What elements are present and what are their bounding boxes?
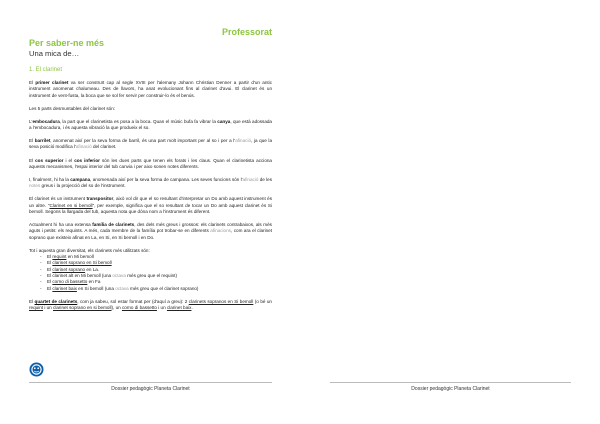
paragraph-familia: Actualment hi ha una extensa família de clarinets, des dels més greus i grossos: els clarinets contrabaixos, als més aguts i petits: els requints. A més, cada membre de la família pot trobar-se en diferents afinacions, com ara el clarinet soprano que existeix afinat en La, en Si, en Si bemoll i en Do. (29, 222, 272, 240)
right-page (300, 0, 600, 424)
header-section-label: Professorat (221, 27, 272, 37)
list-item: - El clarinet alt en Mi bemoll (una octava més greu que el requint) (47, 273, 272, 279)
list-item: - El requint en Mi bemoll (47, 254, 272, 260)
planeta-clarinet-logo-icon (29, 362, 44, 377)
list-item: - El clarinet baix en Si bemoll (una octava més greu que el clarinet soprano) (47, 286, 272, 292)
list-item: - El clarinet soprano en La. (47, 267, 272, 273)
paragraph-cos: El cos superior i el cos inferior són les dues parts que tenen els forats i les claus. Quan el clarinetista acciona aquests mecanismes, l'espai interior del tub canvia i per aixo sonen notes diferents. (29, 157, 272, 169)
page-title: Per saber-ne més (29, 38, 105, 48)
paragraph-transpositor: El clarinet és un instrument transpositor, això vol dir que el so resultant d'interpretar un Do amb aquest instrument és un altre. "Clarinet en si bemoll", per exemple, significa que el so resultant de tocar un Do amb aquest clarinet és Si bemoll. Segons la llargada del tub, aquesta nota que dóna nom a l'instrument és diferent. (29, 196, 272, 214)
footer-text-right: Dossier pedagògic Planeta Clarinet (411, 386, 490, 392)
footer-text-left: Dossier pedagògic Planeta Clarinet (111, 386, 190, 392)
section-heading: 1. El clarinet (29, 67, 63, 73)
paragraph-quartet: El quartet de clarinets, com ja sabeu, sol estar format per (d'aquí a greu): 2 clarinets sopranos en Si bemoll (o bé un requint i un clarinet soprano en si bemoll), un corno di bassetto i un clarinet baix. (29, 298, 272, 310)
paragraph-most-used: Tot i aquesta gran diversitat, els clarinets més utilitzats són: (29, 247, 150, 253)
list-item: - El clarinet soprano en Si bemoll (47, 260, 272, 266)
paragraph-history: El primer clarinet va ser construït cap al segle XVIII per l'alemany Johann Christian Denner a partir d'un antic instrument anomenat chalumeau. Des de llavors, ha anat evolucionant fins al clarinet d'avui. El clarinet és un instrument de vent-fusta, la boca que se sol fer servir per construir-lo és el benús. (29, 80, 272, 98)
footer-divider (330, 382, 571, 383)
list-item: - El corno di bassetto en Fa (47, 279, 272, 285)
clarinet-list (29, 254, 272, 292)
paragraph-embocadura: L'embocadura, la part que el clarinetista es posa a la boca. Quan el músic bufa fa vibrar la canya, que està adossada a l'embocadura, i és aquesta vibració la que produeix el so. (29, 118, 272, 131)
page-subtitle: Una mica de… (29, 49, 80, 58)
footer-divider (29, 382, 272, 383)
paragraph-parts-intro: Les 5 parts desmuntables del clarinet són: (29, 105, 116, 111)
paragraph-barrilet: El barrilet, anomenat així per la seva forma de barril, és una part molt important per al so i per a l'afinació, ja que la seva posició modifica l'afinació del clarinet. (29, 138, 272, 150)
paragraph-campana: I, finalment, hi ha la campana, anomenada així per la seva forma de campana. Les seves funcions són l'afinació de les notes greus i la projecció del so de l'instrument. (29, 176, 272, 189)
body-text (29, 80, 272, 318)
